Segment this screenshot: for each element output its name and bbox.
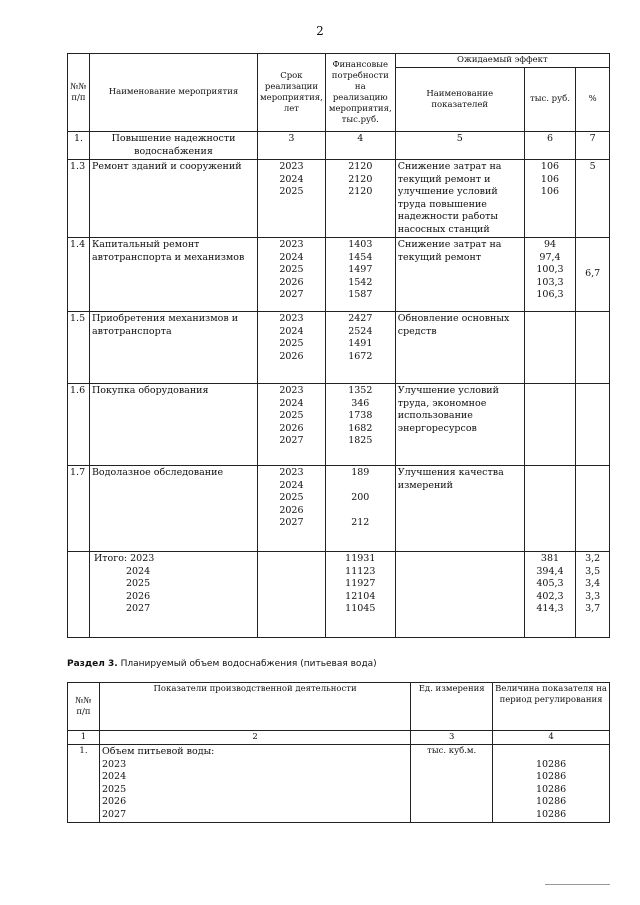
- finance-value: [328, 480, 393, 493]
- measure-finance: [325, 160, 395, 238]
- t2-value: [495, 746, 607, 759]
- t2-header-indicators: Показатели производственной деятельности: [99, 683, 410, 731]
- measure-years: [258, 238, 326, 312]
- thousand-value: 94: [543, 239, 557, 250]
- year-value: 2027: [279, 289, 304, 300]
- t2-row-lines: [99, 745, 410, 823]
- finance-value: 2120: [348, 186, 373, 197]
- finance-value: 1682: [348, 422, 373, 434]
- total-label: Итого: 2023: [93, 553, 155, 564]
- finance-value: 2524: [348, 325, 373, 337]
- t2-colnum-2: 2: [99, 731, 410, 745]
- measure-indicator: Улучшение условий труда, экономное использование энергоресурсов: [395, 384, 524, 466]
- total-row: [68, 552, 610, 638]
- measure-indicator: Обновление основных средств: [395, 312, 524, 384]
- measure-row: [68, 312, 610, 384]
- t2-row-num: 1.: [68, 745, 100, 823]
- measure-name: Покупка оборудования: [89, 384, 257, 466]
- measure-thousand: [524, 160, 576, 238]
- finance-value: 1491: [348, 338, 373, 349]
- total-finance: [325, 552, 395, 638]
- t2-line: 2027: [101, 808, 127, 820]
- header-effect: Ожидаемый эффект: [395, 54, 609, 68]
- measure-percent: [576, 312, 610, 384]
- total-finance-value: 11045: [345, 603, 376, 614]
- finance-value: 2120: [348, 173, 373, 185]
- measures-table: [67, 53, 610, 638]
- footer-line: [545, 884, 610, 885]
- measure-thousand: [524, 384, 576, 466]
- finance-value: 346: [351, 397, 370, 409]
- thousand-value: 100,3: [536, 264, 564, 275]
- year-value: 2025: [279, 492, 304, 503]
- year-value: 2025: [279, 410, 304, 421]
- t2-line: 2025: [101, 783, 127, 795]
- year-value: 2027: [279, 435, 304, 446]
- colnum-6: 6: [524, 132, 576, 160]
- thousand-value: 106: [540, 161, 560, 172]
- year-value: 2024: [279, 251, 304, 263]
- measure-indicator: Улучшения качества измерений: [395, 466, 524, 552]
- measure-percent: 6,7: [576, 238, 610, 312]
- measure-num: 1.5: [68, 312, 90, 384]
- measure-row: [68, 160, 610, 238]
- header-indicator: Наименование показателей: [395, 68, 524, 132]
- thousand-value: 106,3: [536, 289, 564, 300]
- measure-num: 1.4: [68, 238, 90, 312]
- measure-years: [258, 466, 326, 552]
- total-thousand: [524, 552, 576, 638]
- t2-line: 2026: [101, 796, 127, 807]
- measure-name: Капитальный ремонт автотранспорта и механизмов: [89, 238, 257, 312]
- total-percent: [576, 552, 610, 638]
- header-thousand: тыс. руб.: [524, 68, 576, 132]
- header-percent: %: [576, 68, 610, 132]
- section3-caption: [67, 659, 377, 669]
- measure-percent: [576, 466, 610, 552]
- measure-row: [68, 238, 610, 312]
- total-finance-value: 12104: [345, 590, 376, 602]
- t2-value: 10286: [535, 758, 567, 770]
- t2-colnum-4: 4: [493, 731, 610, 745]
- measure-finance: [325, 312, 395, 384]
- finance-value: 1403: [348, 239, 373, 250]
- measure-finance: [325, 238, 395, 312]
- finance-value: 1672: [348, 350, 373, 362]
- total-labels: [89, 552, 257, 638]
- t2-row-unit: тыс. куб.м.: [411, 745, 493, 823]
- total-finance-value: 11931: [345, 553, 376, 564]
- year-value: 2026: [279, 276, 304, 288]
- t2-line: Объем питьевой воды:: [101, 746, 215, 757]
- thousand-value: 97,4: [539, 251, 561, 263]
- header-term: Срок реализации мероприятия, лет: [258, 54, 326, 132]
- year-value: 2025: [279, 338, 304, 349]
- volume-table: [67, 682, 610, 823]
- finance-value: 1738: [348, 410, 373, 421]
- year-value: 2023: [279, 385, 304, 396]
- measure-thousand: [524, 466, 576, 552]
- finance-value: 1825: [348, 435, 373, 446]
- finance-value: [328, 505, 393, 518]
- measure-thousand: [524, 238, 576, 312]
- total-thousand-value: 381: [540, 553, 560, 564]
- measure-name: Водолазное обследование: [89, 466, 257, 552]
- measure-num: 1.7: [68, 466, 90, 552]
- measure-name: Ремонт зданий и сооружений: [89, 160, 257, 238]
- thousand-value: 106: [540, 173, 560, 185]
- year-value: 2023: [279, 161, 304, 172]
- finance-value: 1542: [348, 276, 373, 288]
- year-value: 2024: [279, 325, 304, 337]
- t2-row: [68, 745, 610, 823]
- total-label: 2024: [125, 565, 151, 577]
- finance-value: 2427: [348, 313, 373, 324]
- t2-colnum-3: 3: [411, 731, 493, 745]
- total-label: 2027: [125, 603, 151, 614]
- year-value: 2023: [279, 239, 304, 250]
- measure-percent: 5: [576, 160, 610, 238]
- year-value: 2025: [279, 186, 304, 197]
- t2-value: 10286: [535, 783, 567, 795]
- colnum-7: 7: [576, 132, 610, 160]
- total-thousand-value: 414,3: [536, 603, 564, 614]
- total-thousand-value: 402,3: [536, 590, 564, 602]
- section-title: Повышение надежности водоснабжения: [89, 132, 257, 160]
- year-value: 2027: [279, 517, 304, 528]
- total-percent-value: 3,2: [585, 553, 601, 564]
- colnum-5: 5: [395, 132, 524, 160]
- measure-finance: [325, 384, 395, 466]
- measure-years: [258, 160, 326, 238]
- colnum-1: 1.: [68, 132, 90, 160]
- measure-indicator: Снижение затрат на текущий ремонт и улучшение условий труда повышение надежности работы насосных станций: [395, 160, 524, 238]
- year-value: 2025: [279, 264, 304, 275]
- header-num: №№ п/п: [68, 54, 90, 132]
- finance-value: 189: [351, 467, 370, 478]
- section3-label: Раздел 3.: [67, 659, 118, 669]
- colnum-3: 3: [258, 132, 326, 160]
- year-value: 2023: [279, 313, 304, 324]
- t2-value: 10286: [535, 808, 567, 820]
- year-value: 2024: [279, 173, 304, 185]
- total-percent-value: 3,3: [585, 590, 601, 602]
- t2-value: 10286: [535, 796, 567, 807]
- finance-value: 1497: [348, 264, 373, 275]
- finance-value: 1352: [348, 385, 373, 396]
- measure-years: [258, 312, 326, 384]
- total-finance-value: 11927: [345, 578, 376, 589]
- year-value: 2026: [279, 350, 304, 362]
- finance-value: 1587: [348, 289, 373, 300]
- total-thousand-value: 405,3: [536, 578, 564, 589]
- measure-row: [68, 384, 610, 466]
- finance-value: 1454: [348, 251, 373, 263]
- measure-years: [258, 384, 326, 466]
- total-percent-value: 3,5: [585, 565, 601, 577]
- section3-title: Планируемый объем водоснабжения (питьевая вода): [120, 659, 377, 669]
- colnum-4: 4: [325, 132, 395, 160]
- year-value: 2024: [279, 397, 304, 409]
- year-value: 2024: [279, 479, 304, 491]
- year-value: 2023: [279, 467, 304, 478]
- total-finance-value: 11123: [345, 565, 376, 577]
- thousand-value: 103,3: [536, 276, 564, 288]
- header-finance: Финансовые потребности на реализацию мероприятия, тыс.руб.: [325, 54, 395, 132]
- total-thousand-value: 394,4: [536, 565, 564, 577]
- header-name: Наименование мероприятия: [89, 54, 257, 132]
- thousand-value: 106: [540, 186, 560, 197]
- t2-header-value: Величина показателя на период регулирования: [493, 683, 610, 731]
- measure-percent: [576, 384, 610, 466]
- t2-header-num: №№ п/п: [68, 683, 100, 731]
- year-value: 2026: [279, 504, 304, 516]
- total-label: 2025: [125, 578, 151, 589]
- t2-line: 2023: [101, 758, 127, 770]
- page-number: 2: [316, 24, 324, 38]
- t2-colnum-1: 1: [68, 731, 100, 745]
- year-value: 2026: [279, 422, 304, 434]
- finance-value: 200: [351, 492, 370, 503]
- measure-thousand: [524, 312, 576, 384]
- total-percent-value: 3,7: [585, 603, 601, 614]
- finance-value: 212: [351, 517, 370, 528]
- t2-value: 10286: [535, 771, 567, 782]
- measure-row: [68, 466, 610, 552]
- t2-header-unit: Ед. измерения: [411, 683, 493, 731]
- measure-finance: [325, 466, 395, 552]
- measure-num: 1.3: [68, 160, 90, 238]
- measure-indicator: Снижение затрат на текущий ремонт: [395, 238, 524, 312]
- measure-name: Приобретения механизмов и автотранспорта: [89, 312, 257, 384]
- total-label: 2026: [125, 590, 151, 602]
- t2-line: 2024: [101, 771, 127, 782]
- finance-value: 2120: [348, 161, 373, 172]
- measure-num: 1.6: [68, 384, 90, 466]
- t2-row-values: [493, 745, 610, 823]
- total-percent-value: 3,4: [585, 578, 601, 589]
